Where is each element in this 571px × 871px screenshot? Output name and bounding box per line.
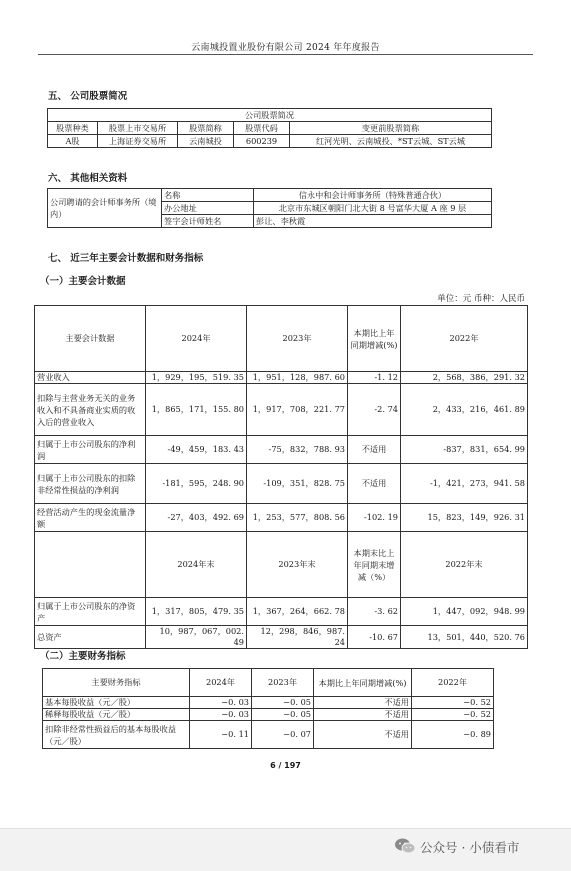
value-change: -10. 67 xyxy=(348,626,401,649)
value-2022: 13，501，440，520. 76 xyxy=(401,626,528,649)
value-2023: 1，367，264，662. 78 xyxy=(247,598,348,626)
table-row xyxy=(35,504,528,532)
auditor-field-label: 名称 xyxy=(162,189,254,202)
value-2022: 2，568，386，291. 32 xyxy=(401,372,528,384)
stock-col-header: 股票简称 xyxy=(178,122,234,135)
acct-header: 本期末比上年同期末增减（%） xyxy=(348,532,401,598)
row-label: 稀释每股收益（元／股） xyxy=(43,709,190,721)
auditor-field-value: 信永中和会计师事务所（特殊普通合伙） xyxy=(254,189,492,202)
acct-header: 2022年末 xyxy=(401,532,528,598)
value-change: 不适用 xyxy=(314,721,412,749)
value-2023: -75，832，788. 93 xyxy=(247,436,348,464)
value-change: -3. 62 xyxy=(348,598,401,626)
auditor-field-label: 签字会计师姓名 xyxy=(162,215,254,228)
section-7-heading: 七、 近三年主要会计数据和财务指标 xyxy=(48,253,204,264)
value-2023: 1，917，708，221. 77 xyxy=(247,384,348,436)
auditor-group-label: 公司聘请的会计师事务所（境内） xyxy=(48,189,162,228)
value-2023: −0. 07 xyxy=(252,721,314,749)
value-2024: −0. 11 xyxy=(190,721,252,749)
stock-cell: A股 xyxy=(48,135,98,148)
value-2023: −0. 05 xyxy=(252,709,314,721)
value-2023: −0. 05 xyxy=(252,697,314,709)
value-2024: 10，987，067，002. 49 xyxy=(146,626,247,649)
row-label: 基本每股收益（元／股） xyxy=(43,697,190,709)
acct-header: 2022年 xyxy=(401,306,528,372)
financial-indicators-table xyxy=(42,668,494,749)
value-2024: −0. 03 xyxy=(190,709,252,721)
value-2024: -49，459，183. 43 xyxy=(146,436,247,464)
section-5-heading: 五、 公司股票简况 xyxy=(48,91,128,102)
auditor-table xyxy=(47,188,492,228)
indicator-header: 2024年 xyxy=(190,669,252,697)
auditor-field-label: 办公地址 xyxy=(162,202,254,215)
indicator-header: 2023年 xyxy=(252,669,314,697)
table-row xyxy=(43,709,494,721)
value-2022: 1，447，092，948. 99 xyxy=(401,598,528,626)
table-row xyxy=(35,372,528,384)
value-2023: 1，253，577，808. 56 xyxy=(247,504,348,532)
acct-header: 本期比上年同期增减(%) xyxy=(348,306,401,372)
stock-cell: 上海证券交易所 xyxy=(98,135,178,148)
stock-table-title: 公司股票简况 xyxy=(48,109,492,122)
table-row xyxy=(35,464,528,504)
section-6-heading: 六、 其他相关资料 xyxy=(48,173,128,184)
auditor-field-value: 彭让、李秋霞 xyxy=(254,215,492,228)
value-change: 不适用 xyxy=(314,697,412,709)
value-change: 不适用 xyxy=(348,436,401,464)
stock-cell: 红河光明、云南城投、*ST云城、ST云城 xyxy=(290,135,492,148)
value-2024: -27，403，492. 69 xyxy=(146,504,247,532)
watermark-text: 公众号 · 小债看市 xyxy=(420,840,520,855)
acct-header: 2023年 xyxy=(247,306,348,372)
stock-col-header: 股票代码 xyxy=(234,122,290,135)
value-2022: 2，433，216，461. 89 xyxy=(401,384,528,436)
table-row xyxy=(43,697,494,709)
table-row xyxy=(35,626,528,649)
row-label: 经营活动产生的现金流量净额 xyxy=(35,504,146,532)
value-change: -1. 12 xyxy=(348,372,401,384)
value-2022: 15，823，149，926. 31 xyxy=(401,504,528,532)
header-rule xyxy=(38,54,533,55)
auditor-field-value: 北京市东城区朝阳门北大街 8 号富华大厦 A 座 9 层 xyxy=(254,202,492,215)
row-label: 归属于上市公司股东的净利润 xyxy=(35,436,146,464)
value-2023: 1，951，128，987. 60 xyxy=(247,372,348,384)
row-label: 归属于上市公司股东的净资产 xyxy=(35,598,146,626)
indicator-header: 本期比上年同期增减(%) xyxy=(314,669,412,697)
value-change: 不适用 xyxy=(348,464,401,504)
indicator-header: 主要财务指标 xyxy=(43,669,190,697)
table-row xyxy=(35,436,528,464)
value-2024: 1，929，195，519. 35 xyxy=(146,372,247,384)
stock-col-header: 股票种类 xyxy=(48,122,98,135)
document-header: 云南城投置业股份有限公司 2024 年年度报告 xyxy=(191,43,380,53)
stock-cell: 云南城投 xyxy=(178,135,234,148)
acct-header xyxy=(35,532,146,598)
stock-col-header: 股票上市交易所 xyxy=(98,122,178,135)
watermark xyxy=(394,837,564,859)
row-label: 营业收入 xyxy=(35,372,146,384)
value-2022: −0. 52 xyxy=(412,709,494,721)
stock-table xyxy=(47,108,492,148)
indicator-header: 2022年 xyxy=(412,669,494,697)
stock-cell: 600239 xyxy=(234,135,290,148)
value-change: -102. 19 xyxy=(348,504,401,532)
row-label: 归属于上市公司股东的扣除非经常性损益的净利润 xyxy=(35,464,146,504)
subsection-accounting-data: （一）主要会计数据 xyxy=(40,276,126,287)
table-row xyxy=(35,598,528,626)
currency-unit-note: 单位：元 币种：人民币 xyxy=(437,294,525,304)
acct-header: 2024年 xyxy=(146,306,247,372)
value-change: -2. 74 xyxy=(348,384,401,436)
value-2022: −0. 52 xyxy=(412,697,494,709)
value-change: 不适用 xyxy=(314,709,412,721)
acct-header: 2024年末 xyxy=(146,532,247,598)
value-2023: -109，351，828. 75 xyxy=(247,464,348,504)
value-2024: 1，317，805，479. 35 xyxy=(146,598,247,626)
subsection-financial-indicators: （二）主要财务指标 xyxy=(40,651,126,662)
stock-col-header: 变更前股票简称 xyxy=(290,122,492,135)
table-row xyxy=(43,721,494,749)
acct-header: 2023年末 xyxy=(247,532,348,598)
page-number: 6 / 197 xyxy=(270,761,301,770)
value-2024: −0. 03 xyxy=(190,697,252,709)
value-2022: -1，421，273，941. 58 xyxy=(401,464,528,504)
value-2024: 1，865，171，155. 80 xyxy=(146,384,247,436)
row-label: 扣除与主营业务无关的业务收入和不具备商业实质的收入后的营业收入 xyxy=(35,384,146,436)
accounting-data-table xyxy=(34,305,528,649)
value-2022: −0. 89 xyxy=(412,721,494,749)
value-2022: -837，831，654. 99 xyxy=(401,436,528,464)
value-2023: 12，298，846，987. 24 xyxy=(247,626,348,649)
table-row xyxy=(35,384,528,436)
row-label: 总资产 xyxy=(35,626,146,649)
wechat-icon xyxy=(394,837,416,855)
value-2024: -181，595，248. 90 xyxy=(146,464,247,504)
acct-header: 主要会计数据 xyxy=(35,306,146,372)
row-label: 扣除非经常性损益后的基本每股收益（元／股） xyxy=(43,721,190,749)
